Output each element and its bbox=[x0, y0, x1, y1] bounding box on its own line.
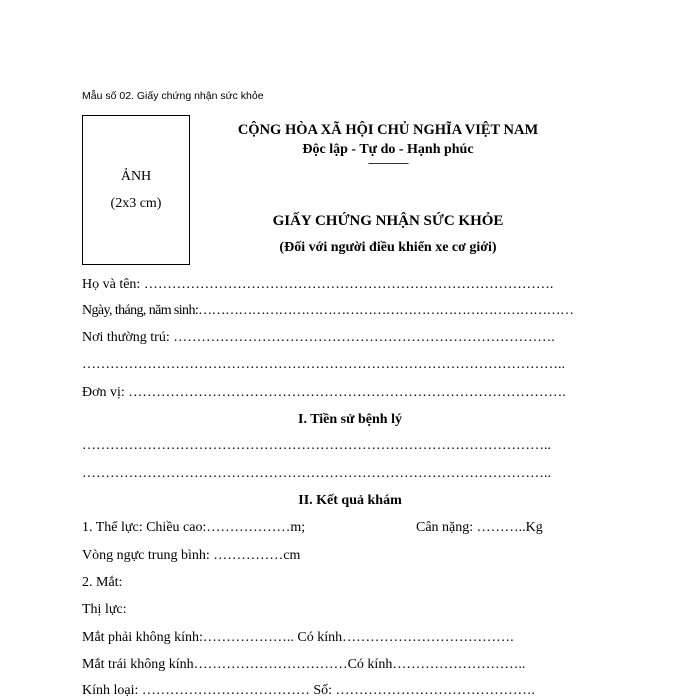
eyes-heading: 2. Mắt: bbox=[82, 575, 123, 590]
medical-history-line: ……………………………………………………………………………………….. bbox=[82, 438, 551, 453]
right-eye-field: Mắt phải không kính:……………….. Có kính………………………………. bbox=[82, 630, 514, 645]
residence-continuation: ………………………………………………………………………………………….. bbox=[82, 357, 565, 372]
document-title: GIẤY CHỨNG NHẬN SỨC KHỎE bbox=[272, 213, 504, 229]
form-code: Mẫu số 02. Giấy chứng nhận sức khỏe bbox=[82, 90, 264, 102]
section-medical-history: I. Tiền sử bệnh lý bbox=[298, 412, 402, 427]
vision-heading: Thị lực: bbox=[82, 602, 127, 617]
chest-field: Vòng ngực trung bình: ……………cm bbox=[82, 548, 301, 563]
country-name: CỘNG HÒA XÃ HỘI CHỦ NGHĨA VIỆT NAM bbox=[237, 122, 539, 138]
photo-label: ẢNH bbox=[120, 169, 152, 184]
lens-type-field: Kính loại: ……………………………… Số: ……………………………………. bbox=[82, 683, 536, 698]
medical-history-line: ……………………………………………………………………………………….. bbox=[82, 466, 551, 481]
left-eye-field: Mắt trái không kính……………………………Có kính……………………….. bbox=[82, 657, 526, 672]
photo-size: (2x3 cm) bbox=[110, 196, 162, 211]
weight-field: Cân nặng: ………..Kg bbox=[416, 520, 543, 535]
photo-box bbox=[82, 115, 190, 265]
national-motto: Độc lập - Tự do - Hạnh phúc bbox=[302, 142, 474, 157]
full-name-field: Họ và tên: ……………………………………………………………………………. bbox=[82, 277, 554, 292]
height-field: 1. Thể lực: Chiều cao:………………m; bbox=[82, 520, 306, 535]
dob-field: Ngày, tháng, năm sinh:………………………………………………………………………… bbox=[82, 303, 574, 318]
document-subtitle: (Đối với người điều khiển xe cơ giới) bbox=[279, 240, 497, 255]
residence-field: Nơi thường trú: ………………………………………………………………………. bbox=[82, 330, 555, 345]
unit-field: Đơn vị: …………………………………………………………………………………. bbox=[82, 385, 566, 400]
section-exam-results: II. Kết quả khám bbox=[298, 493, 402, 508]
header-divider: --------------- bbox=[368, 157, 408, 169]
